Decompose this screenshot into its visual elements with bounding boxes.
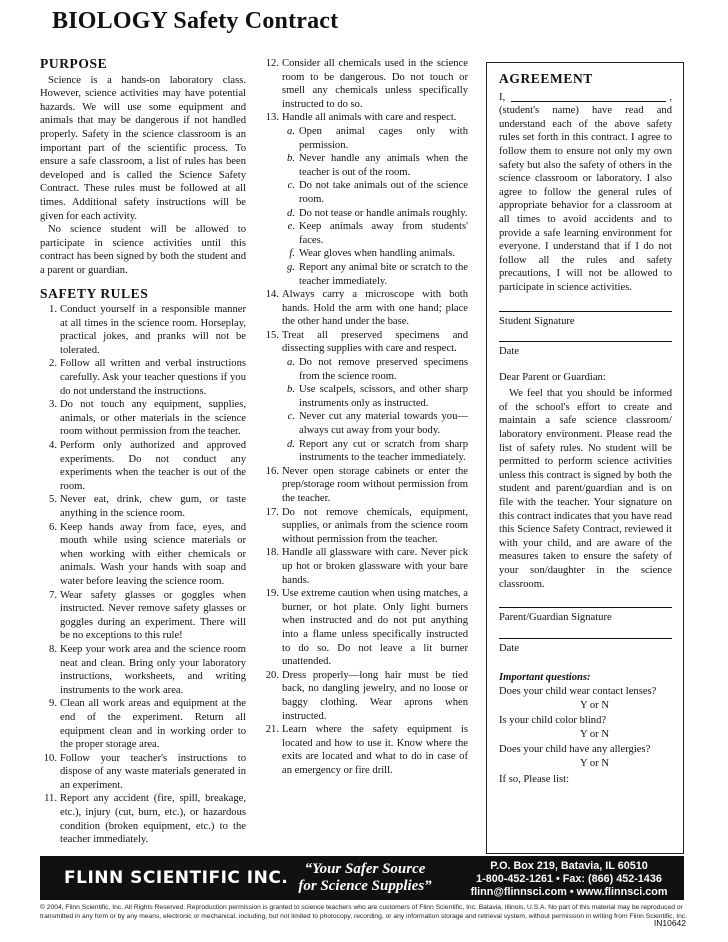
rule-subitem (262, 356, 468, 383)
parent-text: We feel that you should be informed of the school's effort to create and maintain a safe science classroom/ laboratory environment. Please read the list of safety rules. No student will be permitted to perform science activities unless this contract is signed by both the student and parent/guardian and is on file with the teacher. Your signature on this contract indicates that you have read this Science Safety Contract, reviewed it with your child, and are aware of the measures taken to ensure the safety of your son/daughter in the science classroom. (499, 388, 672, 590)
safety-rules-heading: SAFETY RULES (40, 285, 149, 301)
subitem-text: Report any animal bite or scratch to the teacher immediately. (299, 261, 468, 287)
rule-item (262, 506, 468, 547)
rule-item (40, 493, 246, 520)
rule-item (262, 57, 468, 111)
rule-text: Treat all preserved specimens and dissecting supplies with care and respect. (282, 329, 468, 355)
rule-item (40, 589, 246, 643)
allergies-list-label: If so, Please list: (499, 773, 570, 785)
rule-text: Follow your teacher's instructions to dispose of any waste materials generated in an experiment. (60, 752, 246, 791)
subitem-text: Use scalpels, scissors, and other sharp instruments only as instructed. (299, 384, 468, 409)
rule-text: Dress properly—long hair must be tied back, no dangling jewelry, and no loose or baggy clothing. Wear aprons when instructed. (282, 669, 468, 722)
subitem-text: Wear gloves when handling animals. (299, 248, 455, 260)
phone-fax: 1-800-452-1261 • Fax: (866) 452-1436 (476, 873, 662, 885)
rule-number: 17. (265, 506, 279, 518)
rule-subitem (262, 125, 468, 152)
rule-text: Perform only authorized and approved experiments. Do not conduct any experiments when the teacher is out of the room. (60, 440, 246, 492)
subitem-text: Never handle any animals when the teacher is out of the room. (299, 153, 468, 178)
rule-item (40, 752, 246, 793)
rule-number: 3. (49, 399, 57, 411)
rules-list (40, 303, 246, 847)
rule-item (40, 357, 246, 398)
rule-number: 7. (49, 589, 57, 601)
rule-item (40, 643, 246, 697)
subitem-text: Report any cut or scratch from sharp instruments to the teacher immediately. (299, 438, 468, 464)
subitem-letter: d. (287, 207, 295, 219)
rule-text: Learn where the safety equipment is located and how to use it. Know where the exits are located and what to do in case of an emergency or fire drill. (282, 724, 468, 776)
copyright-notice: © 2004, Flinn Scientific, Inc. All Rights Reserved. Reproduction permission is granted to science teachers who are customers of Flinn Scientific, Inc. Batavia, Illinois, U.S.A. No part of this material may be reproduced or transmitted in any form or by any means, electronic or mechanical, including, but not limited to photocopy, recording, or any information storage and retrieval system, without permission in writing from Flinn Scientific, Inc. (40, 904, 687, 920)
rule-subitem (262, 383, 468, 410)
rule-number: 19. (265, 588, 279, 600)
rule-item (40, 521, 246, 589)
rule-item (40, 303, 246, 357)
rule-text: Do not touch any equipment, supplies, animals, or other materials in the science room without permission from the teacher. (60, 399, 246, 438)
rule-number: 8. (49, 643, 57, 655)
rule-item (262, 587, 468, 669)
rule-subitem (262, 410, 468, 437)
rule-item (40, 439, 246, 493)
agreement-heading: AGREEMENT (499, 71, 593, 86)
subitem-letter: e. (287, 221, 295, 233)
rule-subitem (262, 207, 468, 221)
rule-number: 21. (265, 724, 279, 736)
subitem-text: Keep animals away from students' faces. (299, 221, 468, 246)
rule-number: 13. (265, 112, 279, 124)
footer-band (40, 856, 684, 900)
rule-subitem (262, 261, 468, 288)
rule-item (262, 111, 468, 125)
date-line[interactable]: Date (499, 341, 672, 359)
rule-item (262, 288, 468, 329)
parent-signature-line[interactable]: Parent/Guardian Signature (499, 607, 672, 625)
rule-text: Clean all work areas and equipment at the end of the experiment. Return all equipment clean and in working order to the proper storage area. (60, 698, 246, 751)
subitem-letter: a. (287, 125, 295, 137)
subitem-letter: c. (287, 411, 295, 423)
student-signature-line[interactable]: Student Signature (499, 311, 672, 329)
rule-subitem (262, 220, 468, 247)
slogan-line: “Your Safer Source (304, 861, 426, 877)
rule-number: 18. (265, 547, 279, 559)
rule-text: Keep hands away from face, eyes, and mouth while using science materials or when working with either chemicals or animals. Wash your hands with soap and water before leaving the science room. (60, 521, 246, 587)
contact-info (454, 860, 684, 899)
rule-text: Keep your work area and the science room neat and clean. Bring only your laboratory instructions, worksheets, and writing instruments to the work area. (60, 643, 246, 696)
student-name-line (499, 91, 672, 105)
student-name-blank[interactable] (511, 91, 666, 102)
yes-no-choice[interactable]: Y or N (579, 728, 610, 740)
purpose-heading: PURPOSE (40, 56, 108, 71)
rule-text: Report any accident (fire, spill, breakage, etc.), injury (cut, burn, etc.), or hazardous condition (broken equipment, etc.) to the teacher immediately. (60, 793, 246, 846)
slogan (270, 861, 460, 895)
dear-parent: Dear Parent or Guardian: (499, 371, 606, 383)
email-web: flinn@flinnsci.com • www.flinnsci.com (470, 886, 668, 898)
rule-text: Always carry a microscope with both hands. Hold the arm with one hand; place the other hand under the base. (282, 289, 468, 328)
rule-text: Wear safety glasses or goggles when instructed. Never remove safety glasses or goggles during an experiment. There will be no exceptions to this rule! (60, 589, 246, 642)
subitem-text: Do not take animals out of the science room. (299, 180, 468, 205)
address: P.O. Box 219, Batavia, IL 60510 (490, 860, 648, 872)
rule-item (262, 723, 468, 777)
rule-subitem (262, 179, 468, 206)
rule-item (262, 546, 468, 587)
subitem-letter: b. (287, 153, 295, 165)
agreement-comma: , (669, 91, 672, 103)
rule-subitem (262, 438, 468, 465)
rule-text: Handle all animals with care and respect. (282, 112, 457, 124)
rule-item (40, 398, 246, 439)
slogan-line: for Science Supplies” (298, 878, 432, 894)
agreement-i: I, (499, 91, 506, 103)
rule-text: Consider all chemicals used in the science room to be dangerous. Do not touch or smell any chemicals unless specifically instructed to do so. (282, 58, 468, 110)
subitem-letter: d. (287, 438, 295, 450)
rule-number: 1. (49, 304, 57, 316)
date-line[interactable]: Date (499, 638, 672, 656)
subitem-text: Do not tease or handle animals roughly. (299, 207, 468, 219)
purpose-paragraph: No science student will be allowed to participate in science activities until this contract has been signed by both the student and a parent or guardian. (40, 224, 246, 276)
agreement-text: (student's name) have read and understand each of the above safety rules set forth in this contract. I agree to follow them to ensure not only my own safety but also the safety of others in the science classroom or laboratory. I also agree to follow the general rules of appropriate behavior for a classroom at all times to avoid accidents and to provide a safe learning environment for everyone. I understand that if I do not follow all the rules and safety precautions, I will not be allowed to participate in science activities. (499, 105, 672, 293)
left-column (40, 57, 246, 847)
subitem-text: Never cut any material towards you—always cut away from your body. (299, 411, 468, 437)
rule-number: 11. (44, 793, 57, 805)
rule-text: Conduct yourself in a responsible manner at all times in the science room. Horseplay, practical jokes, and pranks will not be tolerated. (60, 304, 246, 356)
subitem-letter: c. (287, 180, 295, 192)
rule-text: Do not remove chemicals, equipment, supplies, or animals from the science room without permission from the teacher. (282, 506, 468, 545)
yes-no-choice[interactable]: Y or N (579, 757, 610, 769)
rule-item (40, 792, 246, 846)
question-color-blind: Is your child color blind? (499, 715, 607, 727)
middle-column (262, 57, 468, 777)
rule-text: Never open storage cabinets or enter the prep/storage room without permission from the teacher. (282, 465, 468, 504)
flinn-logo: FLINN SCIENTIFIC INC. (64, 868, 289, 888)
rule-number: 16. (265, 465, 279, 477)
page-title: BIOLOGY Safety Contract (52, 8, 339, 34)
rule-item (40, 697, 246, 751)
subitem-letter: b. (287, 384, 295, 396)
question-contact-lenses: Does your child wear contact lenses? (499, 685, 657, 697)
rule-number: 9. (49, 698, 57, 710)
rule-item (262, 465, 468, 506)
rule-text: Never eat, drink, chew gum, or taste anything in the science room. (60, 494, 246, 519)
question-allergies: Does your child have any allergies? (499, 744, 651, 756)
rule-subitem (262, 152, 468, 179)
important-questions-label: Important questions: (499, 672, 591, 684)
document-code: IN10642 (653, 918, 686, 928)
subitem-letter: a. (287, 357, 295, 369)
subitem-text: Do not remove preserved specimens from the science room. (299, 357, 468, 382)
subitem-letter: f. (289, 248, 295, 260)
rule-text: Use extreme caution when using matches, a burner, or hot plate. Only light burners when instructed and do not put anything into a flame unless specifically instructed to do so. Do not leave a lit burner unattended. (282, 588, 468, 668)
yes-no-choice[interactable]: Y or N (579, 699, 610, 711)
subitem-text: Open animal cages only with permission. (299, 125, 468, 151)
rule-number: 20. (265, 669, 279, 681)
rule-item (262, 329, 468, 356)
rule-number: 5. (49, 494, 57, 506)
rule-text: Follow all written and verbal instructions carefully. Ask your teacher questions if you do not understand the instructions. (60, 358, 246, 397)
rule-number: 6. (49, 521, 57, 533)
rule-number: 10. (43, 752, 57, 764)
rule-number: 12. (265, 58, 279, 69)
rule-number: 4. (49, 440, 57, 452)
rule-text: Handle all glassware with care. Never pick up hot or broken glassware with your bare hands. (282, 547, 468, 586)
purpose-paragraph: Science is a hands-on laboratory class. However, science activities may have potential hazards. We will use some equipment and animals that may be dangerous if not handled properly. Safety in the science classroom is an important part of the scientific process. To ensure a safe classroom, a list of rules has been developed and is called the Science Safety Contract. These rules must be followed at all times. Additional safety instructions will be given for each activity. (40, 74, 246, 222)
rule-item (262, 669, 468, 723)
agreement-box (486, 62, 684, 854)
rule-number: 15. (265, 329, 279, 341)
rule-subitem (262, 247, 468, 261)
subitem-letter: g. (287, 261, 295, 273)
rules-list (262, 57, 468, 777)
rule-number: 2. (49, 358, 57, 370)
rule-number: 14. (265, 289, 279, 301)
